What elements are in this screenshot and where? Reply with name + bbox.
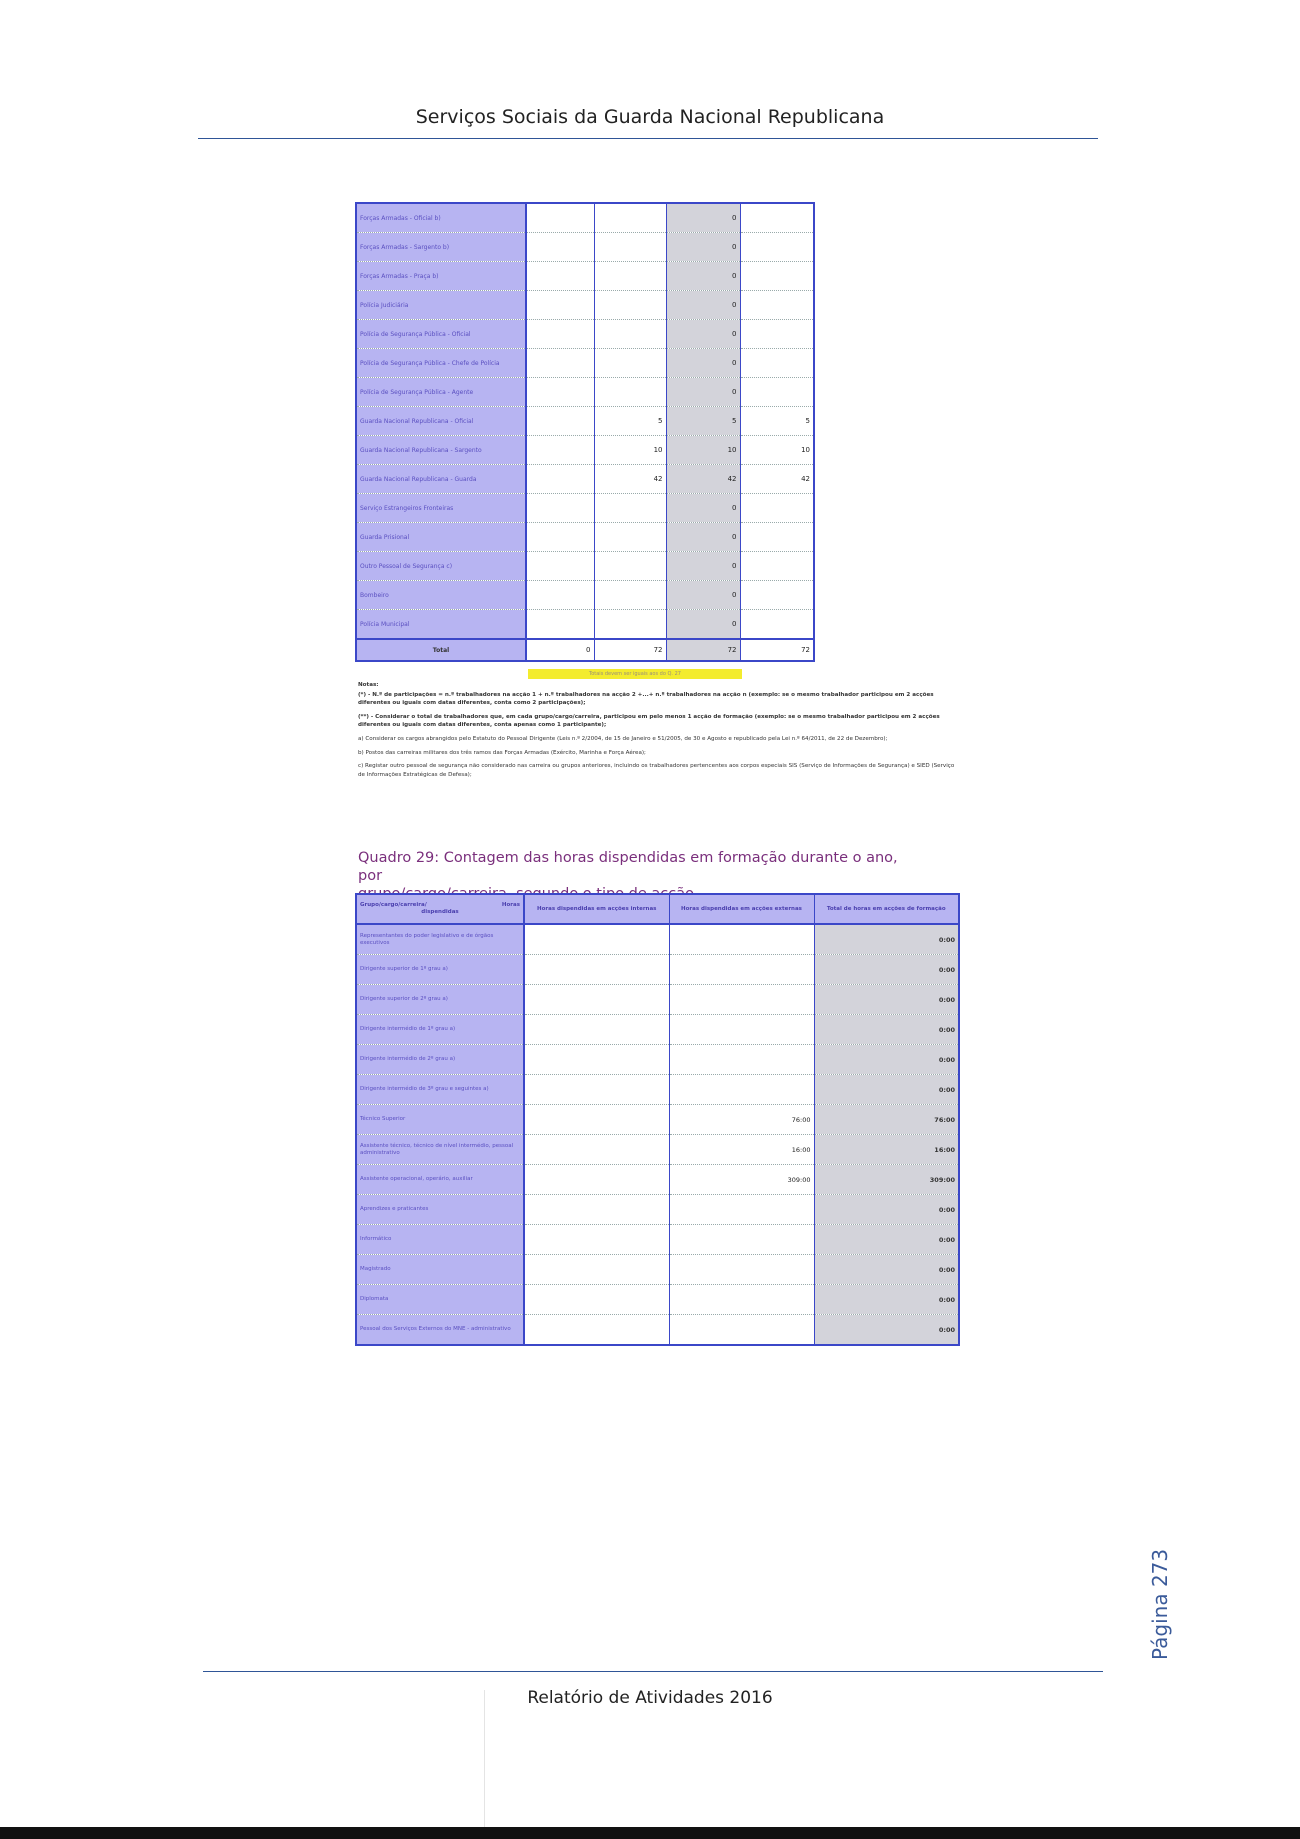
table-row: [356, 1045, 959, 1075]
cell-col2: [594, 523, 666, 552]
cell-total-hours: 76:00: [814, 1105, 959, 1135]
cell-external-hours: [669, 1045, 814, 1075]
cell-col2: 10: [594, 436, 666, 465]
cell-total-hours: 0:00: [814, 1075, 959, 1105]
total-label: Total: [356, 639, 526, 661]
cell-internal-hours: [524, 1045, 669, 1075]
cell-external-hours: 309:00: [669, 1165, 814, 1195]
cell-internal-hours: [524, 955, 669, 985]
row-label: Bombeiro: [356, 581, 526, 610]
cell-internal-hours: [524, 1105, 669, 1135]
cell-col2: 42: [594, 465, 666, 494]
row-label: Forças Armadas - Sargento b): [356, 233, 526, 262]
cell-external-hours: [669, 1285, 814, 1315]
cell-internal-hours: [524, 985, 669, 1015]
cell-internal-hours: [524, 1075, 669, 1105]
cell-total-hours: 0:00: [814, 1255, 959, 1285]
cell-col3: 0: [666, 203, 740, 233]
table-row: [356, 291, 814, 320]
row-label: Guarda Nacional Republicana - Sargento: [356, 436, 526, 465]
notes-section: [358, 681, 958, 784]
cell-total-hours: 0:00: [814, 1015, 959, 1045]
table-row: [356, 985, 959, 1015]
row-label: Aprendizes e praticantes: [356, 1195, 524, 1225]
cell-col2: [594, 262, 666, 291]
cell-col2: [594, 610, 666, 640]
row-label: Polícia de Segurança Pública - Chefe de Polícia: [356, 349, 526, 378]
cell-col3: 0: [666, 552, 740, 581]
cell-col1: [526, 233, 594, 262]
cell-internal-hours: [524, 1135, 669, 1165]
table-row: [356, 349, 814, 378]
row-label: Dirigente intermédio de 3º grau e seguintes a): [356, 1075, 524, 1105]
cell-col3: 0: [666, 320, 740, 349]
cell-col4: [740, 203, 814, 233]
row-label: Assistente operacional, operário, auxiliar: [356, 1165, 524, 1195]
table-row: [356, 1315, 959, 1346]
cell-col1: [526, 523, 594, 552]
cell-external-hours: [669, 985, 814, 1015]
cell-external-hours: [669, 1075, 814, 1105]
cell-col4: [740, 320, 814, 349]
cell-col1: [526, 436, 594, 465]
cell-col1: [526, 494, 594, 523]
cell-total-hours: 0:00: [814, 955, 959, 985]
cell-col3: 0: [666, 581, 740, 610]
note-a: a) Considerar os cargos abrangidos pelo Estatuto do Pessoal Dirigente (Leis n.º 2/2004, de 15 de Janeiro e 51/2005, de 30 e Agosto e republicado pela Lei n.º 64/2011, de 22 de Dezembro);: [358, 735, 888, 742]
cell-col1: [526, 291, 594, 320]
cell-col4: [740, 552, 814, 581]
cell-total-hours: 0:00: [814, 1285, 959, 1315]
table-row: [356, 1195, 959, 1225]
cell-col4: [740, 349, 814, 378]
cell-col3: 0: [666, 233, 740, 262]
cell-col4: [740, 233, 814, 262]
table-row: [356, 203, 814, 233]
header-corner: [356, 894, 524, 924]
cell-external-hours: 76:00: [669, 1105, 814, 1135]
cell-internal-hours: [524, 1255, 669, 1285]
cell-total-hours: 309:00: [814, 1165, 959, 1195]
cell-total-hours: 0:00: [814, 1045, 959, 1075]
cell-internal-hours: [524, 1285, 669, 1315]
row-label: Magistrado: [356, 1255, 524, 1285]
cell-external-hours: [669, 1195, 814, 1225]
footer-rule: [203, 1671, 1103, 1672]
row-label: Dirigente superior de 2º grau a): [356, 985, 524, 1015]
cell-col1: [526, 581, 594, 610]
cell-col3: 0: [666, 523, 740, 552]
total-col4: 72: [740, 639, 814, 661]
row-label: Dirigente intermédio de 2º grau a): [356, 1045, 524, 1075]
footer-title: Relatório de Atividades 2016: [527, 1688, 773, 1708]
cell-internal-hours: [524, 1165, 669, 1195]
row-label: Polícia Municipal: [356, 610, 526, 640]
cell-col1: [526, 465, 594, 494]
cell-total-hours: 0:00: [814, 985, 959, 1015]
row-label: Serviço Estrangeiros Fronteiras: [356, 494, 526, 523]
row-label: Assistente técnico, técnico de nível intermédio, pessoal administrativo: [356, 1135, 524, 1165]
cell-internal-hours: [524, 1315, 669, 1346]
cell-col1: [526, 203, 594, 233]
table-row: [356, 1255, 959, 1285]
cell-external-hours: [669, 955, 814, 985]
table-row: [356, 378, 814, 407]
training-hours-table: [355, 893, 960, 1346]
cell-external-hours: [669, 1315, 814, 1346]
cell-col4: 5: [740, 407, 814, 436]
table-row: [356, 523, 814, 552]
note-participants: (**) - Considerar o total de trabalhadores que, em cada grupo/cargo/carreira, participou em pelo menos 1 acção de formação (exemplo: se o mesmo trabalhador participou em 2 acções diferentes ou iguais com datas diferentes, conta apenas como 1 participante);: [358, 713, 940, 729]
cell-total-hours: 0:00: [814, 1195, 959, 1225]
cell-col2: [594, 349, 666, 378]
row-label: Polícia de Segurança Pública - Oficial: [356, 320, 526, 349]
row-label: Técnico Superior: [356, 1105, 524, 1135]
cell-col4: 10: [740, 436, 814, 465]
cell-col3: 0: [666, 291, 740, 320]
row-label: Polícia de Segurança Pública - Agente: [356, 378, 526, 407]
cell-col3: 5: [666, 407, 740, 436]
cell-col3: 0: [666, 378, 740, 407]
scan-artifact-line: [484, 1690, 485, 1827]
cell-col4: [740, 494, 814, 523]
table-row: [356, 610, 814, 640]
header-corner-right: Horas: [501, 902, 520, 908]
cell-col3: 42: [666, 465, 740, 494]
table-row: [356, 581, 814, 610]
cell-col2: [594, 581, 666, 610]
table-row: [356, 407, 814, 436]
cell-col3: 10: [666, 436, 740, 465]
cell-total-hours: 0:00: [814, 1225, 959, 1255]
table-row: [356, 465, 814, 494]
total-row: [356, 639, 814, 661]
table-row: [356, 320, 814, 349]
row-label: Diplomata: [356, 1285, 524, 1315]
row-label: Outro Pessoal de Segurança c): [356, 552, 526, 581]
totals-warning: Totais devem ser iguais aos do Q. 27: [528, 669, 742, 679]
cell-total-hours: 16:00: [814, 1135, 959, 1165]
cell-col4: [740, 523, 814, 552]
table-row: [356, 262, 814, 291]
table-row: [356, 1105, 959, 1135]
cell-col4: [740, 610, 814, 640]
table-row: [356, 1015, 959, 1045]
note-participations: (*) - N.º de participações = n.º trabalhadores na acção 1 + n.º trabalhadores na acção 2 +...+ n.º trabalhadores na acção n (exemplo: se o mesmo trabalhador participou em 2 acções diferentes ou iguais com datas diferentes, conta como 2 participações);: [358, 691, 934, 707]
scan-bottom-edge: [0, 1827, 1300, 1839]
table-row: [356, 1075, 959, 1105]
cell-internal-hours: [524, 1225, 669, 1255]
row-label: Guarda Prisional: [356, 523, 526, 552]
cell-col3: 0: [666, 349, 740, 378]
row-label: Forças Armadas - Praça b): [356, 262, 526, 291]
row-label: Polícia Judiciária: [356, 291, 526, 320]
table-row: [356, 494, 814, 523]
total-col2: 72: [594, 639, 666, 661]
row-label: Dirigente intermédio de 1º grau a): [356, 1015, 524, 1045]
row-label: Forças Armadas - Oficial b): [356, 203, 526, 233]
cell-internal-hours: [524, 1195, 669, 1225]
cell-col1: [526, 552, 594, 581]
page-header-title: Serviços Sociais da Guarda Nacional Republicana: [415, 106, 885, 128]
cell-col4: [740, 581, 814, 610]
page-number-vertical: Página 273: [1148, 1548, 1172, 1660]
row-label: Guarda Nacional Republicana - Guarda: [356, 465, 526, 494]
cell-col4: [740, 262, 814, 291]
row-label: Pessoal dos Serviços Externos do MNE - administrativo: [356, 1315, 524, 1346]
cell-col2: [594, 291, 666, 320]
cell-col2: [594, 203, 666, 233]
cell-col3: 0: [666, 610, 740, 640]
cell-external-hours: 16:00: [669, 1135, 814, 1165]
table-row: [356, 1285, 959, 1315]
table-row: [356, 233, 814, 262]
header-external-hours: Horas dispendidas em acções externas: [669, 894, 814, 924]
row-label: Informático: [356, 1225, 524, 1255]
cell-external-hours: [669, 1255, 814, 1285]
table-row: [356, 1165, 959, 1195]
training-participants-table: [355, 202, 815, 662]
table-header-row: [356, 894, 959, 924]
header-corner-left: Grupo/cargo/carreira/: [360, 902, 427, 908]
cell-external-hours: [669, 1015, 814, 1045]
header-corner-bottom: dispendidas: [421, 909, 459, 915]
cell-col2: [594, 494, 666, 523]
row-label: Guarda Nacional Republicana - Oficial: [356, 407, 526, 436]
cell-col2: [594, 552, 666, 581]
table-row: [356, 924, 959, 955]
total-col3: 72: [666, 639, 740, 661]
cell-col2: [594, 233, 666, 262]
quadro-29-title-line1: Quadro 29: Contagem das horas dispendidas em formação durante o ano, por: [358, 850, 898, 884]
cell-total-hours: 0:00: [814, 924, 959, 955]
notes-heading: Notas:: [358, 682, 379, 688]
table-row: [356, 1225, 959, 1255]
cell-external-hours: [669, 1225, 814, 1255]
table-row: [356, 436, 814, 465]
table-row: [356, 1135, 959, 1165]
cell-col1: [526, 262, 594, 291]
header-rule: [198, 138, 1098, 139]
note-b: b) Postos das carreiras militares dos três ramos das Forças Armadas (Exército, Marinha e Força Aérea);: [358, 749, 646, 756]
cell-col4: [740, 378, 814, 407]
cell-total-hours: 0:00: [814, 1315, 959, 1346]
header-total-hours: Total de horas em acções de formação: [814, 894, 959, 924]
header-internal-hours: Horas dispendidas em acções internas: [524, 894, 669, 924]
row-label: Dirigente superior de 1º grau a): [356, 955, 524, 985]
row-label: Representantes do poder legislativo e de órgãos executivos: [356, 924, 524, 955]
cell-col4: 42: [740, 465, 814, 494]
cell-col2: [594, 320, 666, 349]
note-c: c) Registar outro pessoal de segurança não considerado nas carreira ou grupos anteriores, incluindo os trabalhadores pertencentes aos corpos especiais SIS (Serviço de Informações de Segurança) e SIED (Serviço de Informações Estratégicas de Defesa);: [358, 763, 955, 778]
cell-col3: 0: [666, 494, 740, 523]
cell-internal-hours: [524, 924, 669, 955]
cell-col1: [526, 320, 594, 349]
cell-col2: 5: [594, 407, 666, 436]
cell-col3: 0: [666, 262, 740, 291]
cell-internal-hours: [524, 1015, 669, 1045]
table-row: [356, 955, 959, 985]
table-row: [356, 552, 814, 581]
total-col1: 0: [526, 639, 594, 661]
cell-col1: [526, 407, 594, 436]
cell-col1: [526, 349, 594, 378]
cell-col4: [740, 291, 814, 320]
cell-external-hours: [669, 924, 814, 955]
cell-col2: [594, 378, 666, 407]
cell-col1: [526, 610, 594, 640]
cell-col1: [526, 378, 594, 407]
